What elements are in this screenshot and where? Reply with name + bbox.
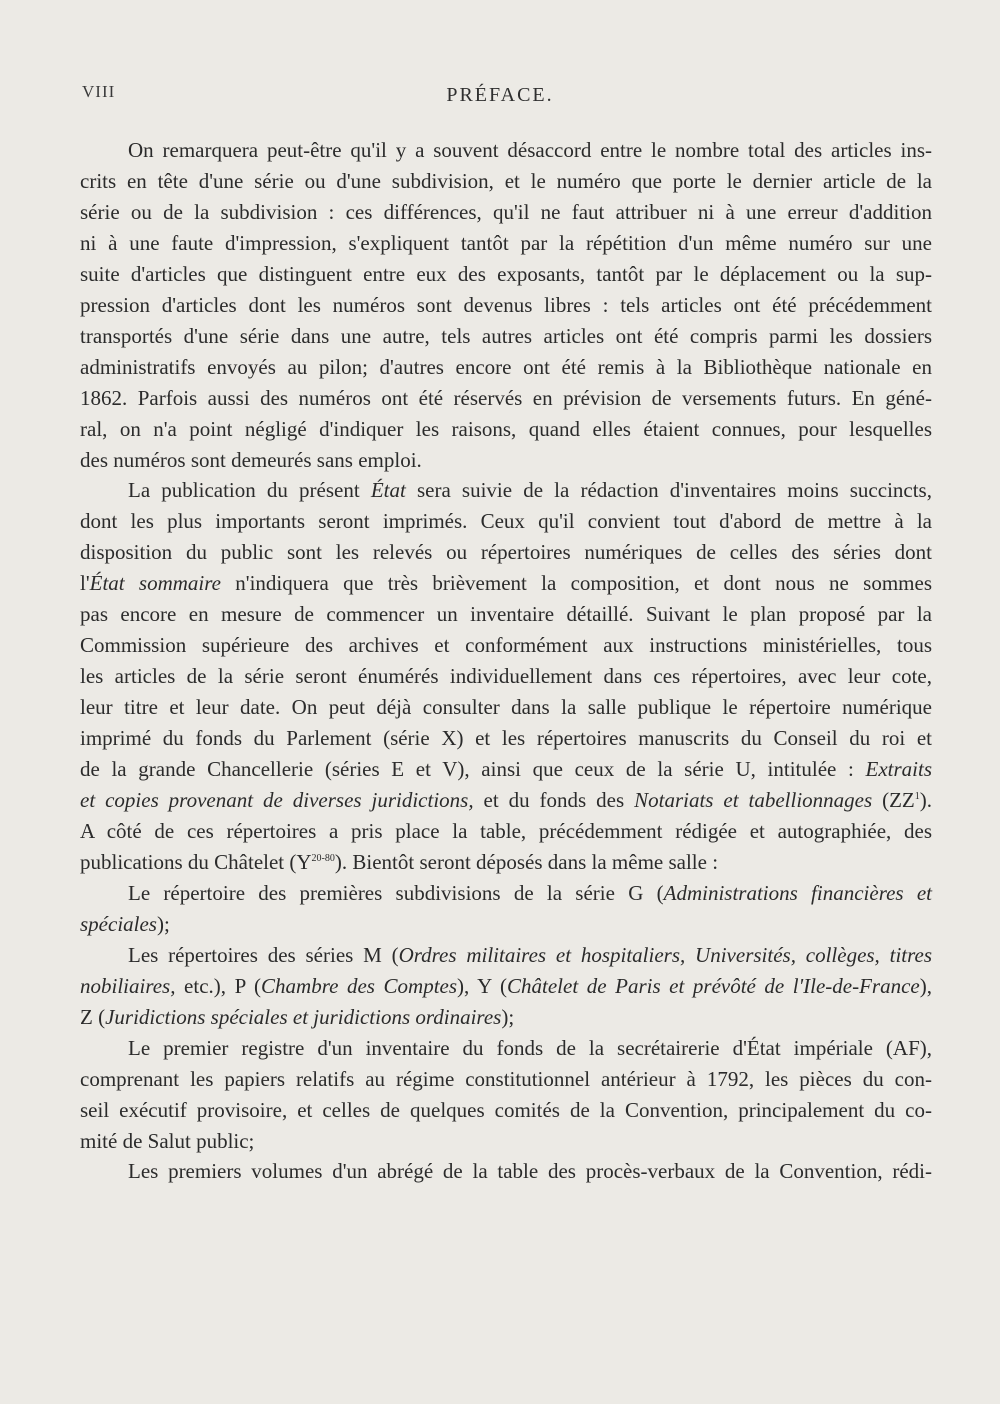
text-line xyxy=(80,971,932,1002)
running-title: PRÉFACE. xyxy=(446,84,554,106)
text-line: les articles de la série seront énumérés individuellement dans ces répertoires, avec leur cote, xyxy=(80,664,932,689)
text-run: Le répertoire des premières subdivisions de la série G ( xyxy=(128,880,664,905)
text-line: des numéros sont demeurés sans emploi. xyxy=(80,447,422,472)
text-run: etc.), P ( xyxy=(175,973,262,998)
text-run: ). Bientôt seront déposés dans la même salle : xyxy=(334,849,719,874)
text-line xyxy=(80,847,932,878)
italic-run: État xyxy=(370,478,406,503)
text-line: Commission supérieure des archives et conformément aux instructions ministérielles, tous xyxy=(80,633,932,658)
text-line: imprimé du fonds du Parlement (série X) et les répertoires manuscrits du Conseil du roi et xyxy=(80,726,932,751)
body-text xyxy=(80,135,932,1187)
text-line xyxy=(80,568,932,599)
paragraph-6 xyxy=(80,1156,932,1187)
italic-run: spéciales xyxy=(80,911,157,936)
text-run: sera suivie de la rédaction d'inventaires moins succincts, xyxy=(405,478,932,503)
text-line: disposition du public sont les relevés ou répertoires numériques de celles des séries dont xyxy=(80,540,932,565)
text-line: transportés d'une série dans une autre, tels autres articles ont été compris parmi les dossiers xyxy=(80,323,932,348)
text-line xyxy=(80,878,932,909)
text-line: comprenant les papiers relatifs au régime constitutionnel antérieur à 1792, les pièces du con- xyxy=(80,1066,932,1091)
text-run: ), xyxy=(919,973,932,998)
superscript: 1 xyxy=(914,791,920,803)
text-line: dont les plus importants seront imprimés. Ceux qu'il convient tout d'abord de mettre à la xyxy=(80,509,932,534)
italic-run: Juridictions spéciales et juridictions ordinaires xyxy=(105,1004,502,1029)
text-run: et du fonds des xyxy=(473,788,635,813)
text-line: série ou de la subdivision : ces différences, qu'il ne faut attribuer ni à une erreur d'addition xyxy=(80,199,932,224)
text-line xyxy=(80,475,932,506)
text-run: La publication du présent xyxy=(128,478,371,503)
text-line: Le premier registre d'un inventaire du fonds de la secrétairerie d'État impériale (AF), xyxy=(128,1035,932,1060)
text-run: publications du Châtelet (Y xyxy=(80,849,312,874)
text-line xyxy=(80,940,932,971)
text-line: 1862. Parfois aussi des numéros ont été réservés en prévision de versements futurs. En géné- xyxy=(80,385,932,410)
text-line xyxy=(80,754,932,785)
text-line: suite d'articles que distinguent entre eux des exposants, tantôt par le déplacement ou la sup- xyxy=(80,261,932,286)
text-line: seil exécutif provisoire, et celles de quelques comités de la Convention, principalement du co- xyxy=(80,1097,932,1122)
text-line: On remarquera peut-être qu'il y a souvent désaccord entre le nombre total des articles ins- xyxy=(128,138,932,162)
text-run: ); xyxy=(501,1004,515,1029)
text-run: ). xyxy=(919,788,932,813)
text-line xyxy=(80,909,932,940)
italic-run: Notariats et tabellionnages xyxy=(634,788,873,813)
text-line: mité de Salut public; xyxy=(80,1128,255,1153)
paragraph-1 xyxy=(80,135,932,475)
paragraph-2 xyxy=(80,475,932,877)
text-line: ral, on n'a point négligé d'indiquer les raisons, quand elles étaient connues, pour lesquelles xyxy=(80,416,932,441)
text-run: n'indiquera que très brièvement la composition, et dont nous ne sommes xyxy=(220,571,932,596)
text-line xyxy=(80,785,932,816)
text-line: pression d'articles dont les numéros sont devenus libres : tels articles ont été précédemment xyxy=(80,292,932,317)
text-line: Les premiers volumes d'un abrégé de la table des procès-verbaux de la Convention, rédi- xyxy=(128,1159,932,1184)
italic-run: Administrations financières et xyxy=(663,880,932,905)
text-line: leur titre et leur date. On peut déjà consulter dans la salle publique le répertoire numérique xyxy=(80,695,932,720)
text-run: (ZZ xyxy=(872,788,915,813)
text-run: ), Y ( xyxy=(457,973,508,998)
superscript: 20-80 xyxy=(311,852,335,864)
italic-run: Ordres militaires et hospitaliers, Universités, collèges, titres xyxy=(398,942,933,967)
text-line: A côté de ces répertoires a pris place la table, précédemment rédigée et autographiée, des xyxy=(80,818,932,843)
italic-run: Châtelet de Paris et prévôté de l'Ile-de-France xyxy=(507,973,920,998)
text-run: l' xyxy=(80,571,90,596)
text-line xyxy=(80,1002,932,1033)
italic-run: État sommaire xyxy=(89,571,221,596)
paragraph-5 xyxy=(80,1033,932,1157)
page-number: VIII xyxy=(82,82,116,101)
text-run: Z ( xyxy=(80,1004,106,1029)
text-line: crits en tête d'une série ou d'une subdivision, et le numéro que porte le dernier article de la xyxy=(80,168,932,193)
text-line: administratifs envoyés au pilon; d'autres encore ont été remis à la Bibliothèque nationale en xyxy=(80,354,932,379)
text-run: ); xyxy=(156,911,170,936)
text-run: de la grande Chancellerie (séries E et V), ainsi que ceux de la série U, intitulée : xyxy=(80,757,866,782)
paragraph-4 xyxy=(80,940,932,1033)
italic-run: Extraits xyxy=(865,757,932,782)
text-run: Les répertoires des séries M ( xyxy=(128,942,399,967)
text-line: pas encore en mesure de commencer un inventaire détaillé. Suivant le plan proposé par la xyxy=(80,602,932,627)
italic-run: nobiliaires, xyxy=(80,973,176,998)
text-line: ni à une faute d'impression, s'expliquent tantôt par la répétition d'un même numéro sur une xyxy=(80,230,932,255)
italic-run: et copies provenant de diverses juridictions, xyxy=(80,788,474,813)
italic-run: Chambre des Comptes xyxy=(261,973,458,998)
paragraph-3 xyxy=(80,878,932,940)
